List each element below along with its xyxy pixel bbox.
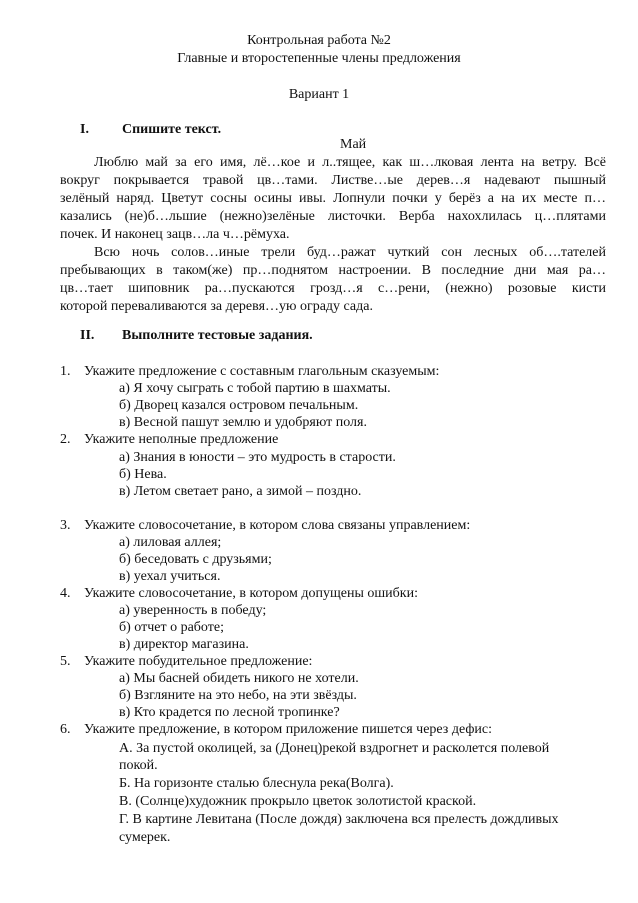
answer-option: а) Знания в юности – это мудрость в старости. [119,450,396,465]
answer-option: б) Нева. [119,467,167,482]
answer-option: б) Дворец казался островом печальным. [119,398,359,413]
answer-option: в) Летом светает рано, а зимой – поздно. [119,484,362,499]
text-line: Люблю май за его имя, лё…кое и л..тящее, как ш…лковая лента на ветру. Всё [94,155,606,170]
question-number: 4. [60,586,71,601]
answer-option: а) Мы басней обидеть никого не хотели. [119,671,359,686]
page-title: Контрольная работа №2 [247,33,391,48]
section-1-heading: Спишите текст. [122,122,222,137]
question-number: 3. [60,518,71,533]
answer-option: в) уехал учиться. [119,569,221,584]
variant-label: Вариант 1 [288,87,350,102]
text-title: Май [340,137,367,152]
question-number: 1. [60,364,71,379]
answer-option: сумерек. [119,830,171,845]
question-text: Укажите неполные предложение [84,432,279,447]
answer-option: а) уверенность в победу; [119,603,267,618]
question-number: 6. [60,722,71,737]
section-2-heading: Выполните тестовые задания. [122,328,313,343]
question-number: 5. [60,654,71,669]
answer-option: А. За пустой околицей, за (Донец)рекой вздрогнет и расколется полевой [119,741,550,756]
section-2-numeral: II. [80,328,95,343]
page-subtitle: Главные и второстепенные члены предложения [177,51,461,66]
answer-option: покой. [119,758,158,773]
text-line: Всю ночь солов…иные трели буд…ражат чуткий сон лесных об….тателей [94,245,606,260]
question-text: Укажите предложение, в котором приложение пишется через дефис: [84,722,492,737]
answer-option: а) лиловая аллея; [119,535,222,550]
answer-option: а) Я хочу сыграть с тобой партию в шахматы. [119,381,391,396]
text-line: казались (не)б…льшие (нежно)зелёные листочки. Верба нахохлилась ц…плятами [60,209,606,224]
text-line: зелёный наряд. Цветут сосны осины ивы. Лопнули почки у берёз а на их месте п… [60,191,606,206]
question-text: Укажите словосочетание, в котором слова связаны управлением: [84,518,471,533]
answer-option: В. (Солнце)художник прокрыло цветок золотистой краской. [119,794,477,809]
answer-option: б) беседовать с друзьями; [119,552,272,567]
answer-option: в) Весной пашут землю и удобряют поля. [119,415,367,430]
text-line: пребывающих в таком(же) пр…поднятом настроении. В последние дни мая ра… [60,263,606,278]
question-number: 2. [60,432,71,447]
text-line: цв…тает шиповник ра…пускаются грозд…я с…рени, (нежно) розовые кисти [60,281,606,296]
answer-option: в) Кто крадется по лесной тропинке? [119,705,340,720]
question-text: Укажите предложение с составным глагольным сказуемым: [84,364,440,379]
answer-option: б) Взгляните на это небо, на эти звёзды. [119,688,357,703]
answer-option: Б. На горизонте сталью блеснула река(Волга). [119,776,394,791]
text-line: почек. И наконец зацв…ла ч…рёмуха. [60,227,290,242]
text-line: вокруг покрывается травой цв…тами. Листве…ые дерев…я надевают пышный [60,173,606,188]
question-text: Укажите словосочетание, в котором допущены ошибки: [84,586,418,601]
section-1-numeral: I. [80,122,89,137]
question-text: Укажите побудительное предложение: [84,654,313,669]
answer-option: Г. В картине Левитана (После дождя) заключена вся прелесть дождливых [119,812,559,827]
text-line: которой переваливаются за деревя…ую ограду сада. [60,299,373,314]
answer-option: в) директор магазина. [119,637,249,652]
answer-option: б) отчет о работе; [119,620,224,635]
